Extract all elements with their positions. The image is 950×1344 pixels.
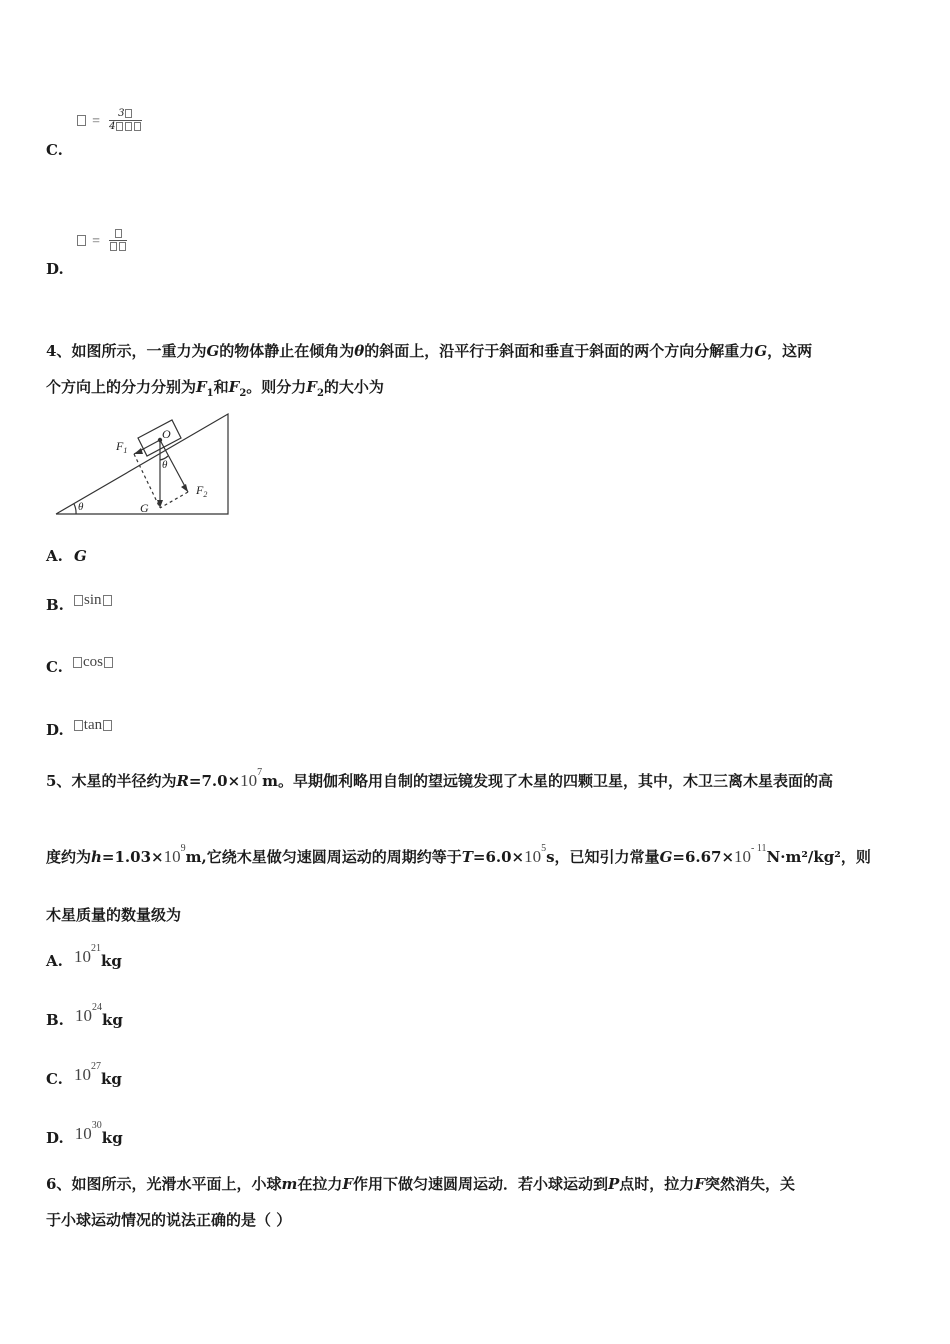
label-o: O <box>162 427 171 441</box>
label-theta-bottom: θ <box>78 501 84 513</box>
label-f2: $F_2$ <box>196 483 208 499</box>
placeholder-box <box>77 235 86 246</box>
q4-option-d[interactable]: D. tan <box>46 717 113 740</box>
placeholder-box <box>77 115 86 126</box>
label-g: G <box>140 501 149 515</box>
q5-line-3: 木星质量的数量级为 <box>46 906 182 924</box>
q3-option-d-label[interactable]: D. <box>46 260 64 278</box>
q4-option-a[interactable]: A. G <box>46 547 87 565</box>
incline-force-diagram <box>50 410 240 520</box>
q5-line-1: 5、木星的半径约为$R=7.0\times 10^7m$。早期伽利略用自制的望远镜发现了木星的四颗卫星，其中，木卫三离木星表面的高 <box>46 767 834 790</box>
q4-option-b[interactable]: B. sin <box>46 592 113 615</box>
q3-option-c-formula: = $\frac{3}{4}$ <box>76 108 142 133</box>
q5-option-d[interactable]: D. $10^{30}kg$ <box>46 1120 123 1147</box>
q4-option-c[interactable]: C. cos <box>46 654 114 677</box>
q5-option-c[interactable]: C. $10^{27}kg$ <box>46 1061 122 1088</box>
q3-option-c-label[interactable]: C. <box>46 141 63 159</box>
dashed-f1-g <box>134 454 160 508</box>
label-theta-top: θ <box>162 459 168 471</box>
dashed-f2-g <box>160 492 188 508</box>
q5-option-b[interactable]: B. $10^{24}kg$ <box>46 1002 123 1029</box>
q4-question-text: 4、如图所示，一重力为G的物体静止在倾角为θ的斜面上，沿平行于斜面和垂直于斜面的两个方向分解重力G，这两 个方向上的分力分别为$F_1$和$F_2$。则分力$F_2$的大小为 <box>46 342 813 399</box>
fraction: $\frac{3}{4}$ <box>109 108 142 133</box>
incline-plane <box>56 414 228 514</box>
q3-option-d-formula: = <box>76 228 127 253</box>
q6-question-text: 6、如图所示，光滑水平面上，小球m在拉力F作用下做匀速圆周运动．若小球运动到P点时，拉力F突然消失，关 于小球运动情况的说法正确的是（ ） <box>46 1175 795 1229</box>
theta-arc <box>74 504 76 514</box>
q5-option-a[interactable]: A. $10^{21}kg$ <box>46 943 122 970</box>
label-f1: $F_1$ <box>116 439 128 455</box>
fraction <box>109 228 127 253</box>
q5-line-2: 度约为$h=1.03\times 10^9m$,它绕木星做匀速圆周运动的周期约等于$T=6.0\times 10^5s$，已知引力常量$G=6.67\times 10^{- 11}N\cdot m^2$/kg²，则 <box>46 843 871 866</box>
